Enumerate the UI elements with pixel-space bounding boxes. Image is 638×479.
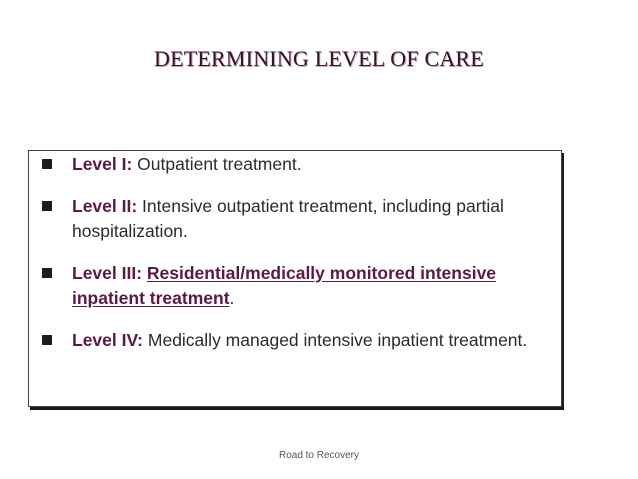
slide-footer: Road to Recovery: [278, 450, 360, 461]
bullet-level-1: [42, 152, 562, 177]
level-description: Medically managed intensive inpatient treatment.: [143, 330, 528, 350]
slide-title: DETERMINING LEVEL OF CARE: [154, 46, 484, 71]
level-label: Level IV:: [72, 330, 144, 350]
bullet-level-2: [42, 194, 562, 244]
square-bullet-icon: [42, 268, 52, 278]
bullet-level-3: [42, 261, 562, 311]
level-description-emphasis: Residential/medically monitored intensive inpatient treatment: [72, 263, 497, 308]
level-label: Level III:: [72, 263, 143, 283]
square-bullet-icon: [42, 335, 52, 345]
bullet-list: [42, 152, 562, 370]
level-description: Intensive outpatient treatment, including partial hospitalization.: [72, 196, 504, 241]
level-label: Level II:: [72, 196, 138, 216]
square-bullet-icon: [42, 159, 52, 169]
bullet-level-4: [42, 328, 562, 353]
level-label: Level I:: [72, 154, 133, 174]
level-description: Outpatient treatment.: [132, 154, 302, 174]
square-bullet-icon: [42, 201, 52, 211]
level-description-suffix: .: [229, 288, 235, 308]
